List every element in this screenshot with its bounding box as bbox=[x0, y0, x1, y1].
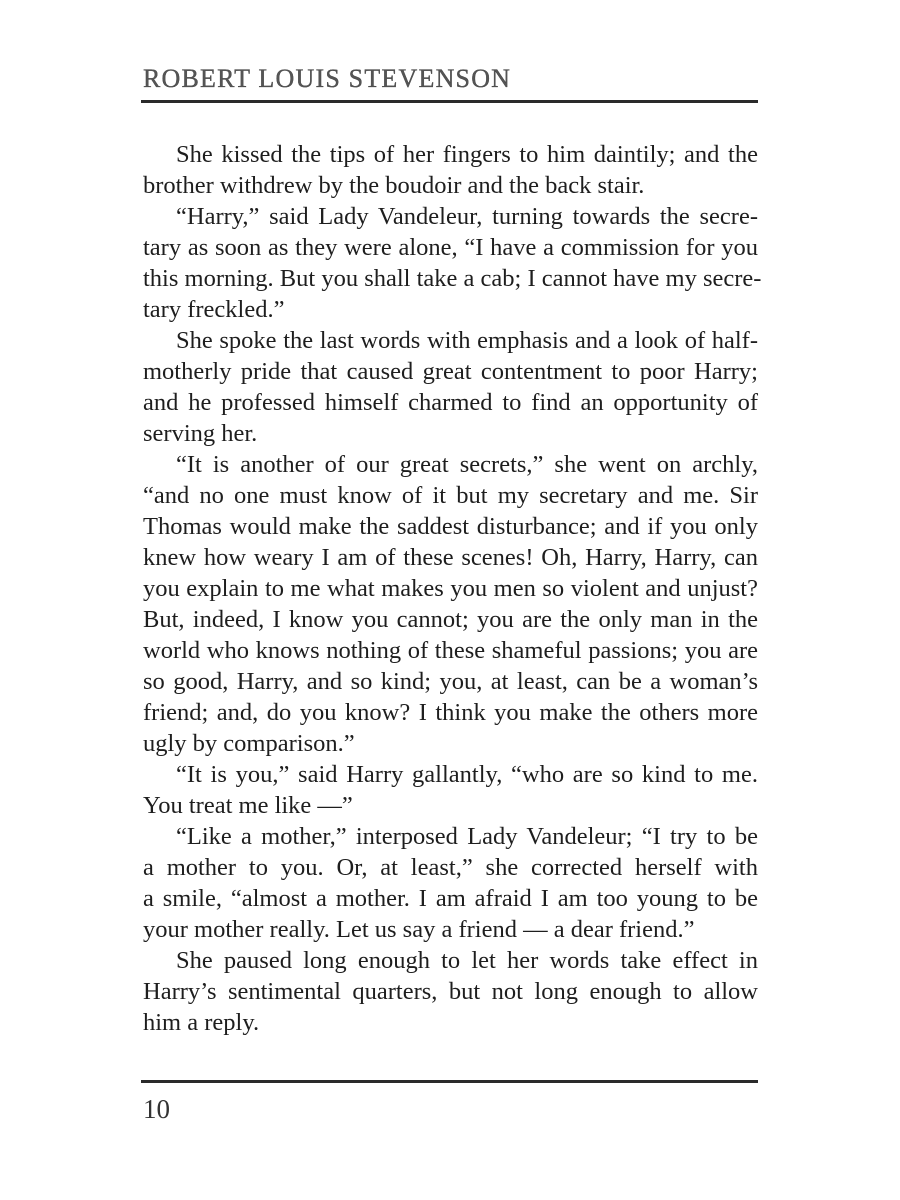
text-line: him a reply. bbox=[143, 1009, 260, 1036]
text-line: a smile, “almost a mother. I am afraid I am too young to be bbox=[143, 885, 758, 912]
text-line: tary freckled.” bbox=[143, 296, 285, 323]
header-rule bbox=[141, 100, 758, 103]
text-line: brother withdrew by the boudoir and the back stair. bbox=[143, 172, 645, 199]
paragraph bbox=[143, 139, 758, 201]
text-line: “and no one must know of it but my secretary and me. Sir bbox=[143, 482, 758, 509]
paragraph bbox=[143, 449, 758, 759]
text-line: a mother to you. Or, at least,” she corrected herself with bbox=[143, 854, 758, 881]
running-head: ROBERT LOUIS STEVENSON bbox=[143, 64, 512, 93]
footer-rule bbox=[141, 1080, 758, 1083]
text-line: She paused long enough to let her words take effect in bbox=[176, 947, 758, 974]
paragraph bbox=[143, 759, 758, 821]
text-line: “Like a mother,” interposed Lady Vandeleur; “I try to be bbox=[176, 823, 758, 850]
text-line: “It is another of our great secrets,” she went on archly, bbox=[176, 451, 758, 478]
paragraph bbox=[143, 821, 758, 945]
text-line: your mother really. Let us say a friend — a dear friend.” bbox=[143, 916, 695, 943]
body-text bbox=[143, 139, 762, 1038]
text-line: friend; and, do you know? I think you make the others more bbox=[143, 699, 758, 726]
text-line: world who knows nothing of these shameful passions; you are bbox=[143, 637, 758, 664]
text-line: She spoke the last words with emphasis and a look of half- bbox=[176, 327, 758, 354]
paragraph bbox=[143, 325, 758, 449]
text-line: “Harry,” said Lady Vandeleur, turning towards the secre- bbox=[176, 203, 758, 230]
text-line: this morning. But you shall take a cab; I cannot have my secre- bbox=[143, 265, 762, 292]
text-line: tary as soon as they were alone, “I have a commission for you bbox=[143, 234, 758, 261]
text-line: ugly by comparison.” bbox=[143, 730, 355, 757]
text-line: you explain to me what makes you men so violent and unjust? bbox=[143, 575, 758, 602]
text-line: Thomas would make the saddest disturbance; and if you only bbox=[143, 513, 758, 540]
text-line: You treat me like —” bbox=[143, 792, 353, 819]
text-line: Harry’s sentimental quarters, but not long enough to allow bbox=[143, 978, 758, 1005]
page-number: 10 bbox=[143, 1094, 170, 1124]
paragraph bbox=[143, 201, 762, 325]
text-line: “It is you,” said Harry gallantly, “who are so kind to me. bbox=[176, 761, 758, 788]
text-line: so good, Harry, and so kind; you, at least, can be a woman’s bbox=[143, 668, 758, 695]
text-line: and he professed himself charmed to find an opportunity of bbox=[143, 389, 758, 416]
text-line: She kissed the tips of her fingers to him daintily; and the bbox=[176, 141, 758, 168]
text-line: But, indeed, I know you cannot; you are the only man in the bbox=[143, 606, 758, 633]
text-line: knew how weary I am of these scenes! Oh, Harry, Harry, can bbox=[143, 544, 758, 571]
text-line: motherly pride that caused great contentment to poor Harry; bbox=[143, 358, 758, 385]
text-line: serving her. bbox=[143, 420, 258, 447]
paragraph bbox=[143, 945, 758, 1038]
